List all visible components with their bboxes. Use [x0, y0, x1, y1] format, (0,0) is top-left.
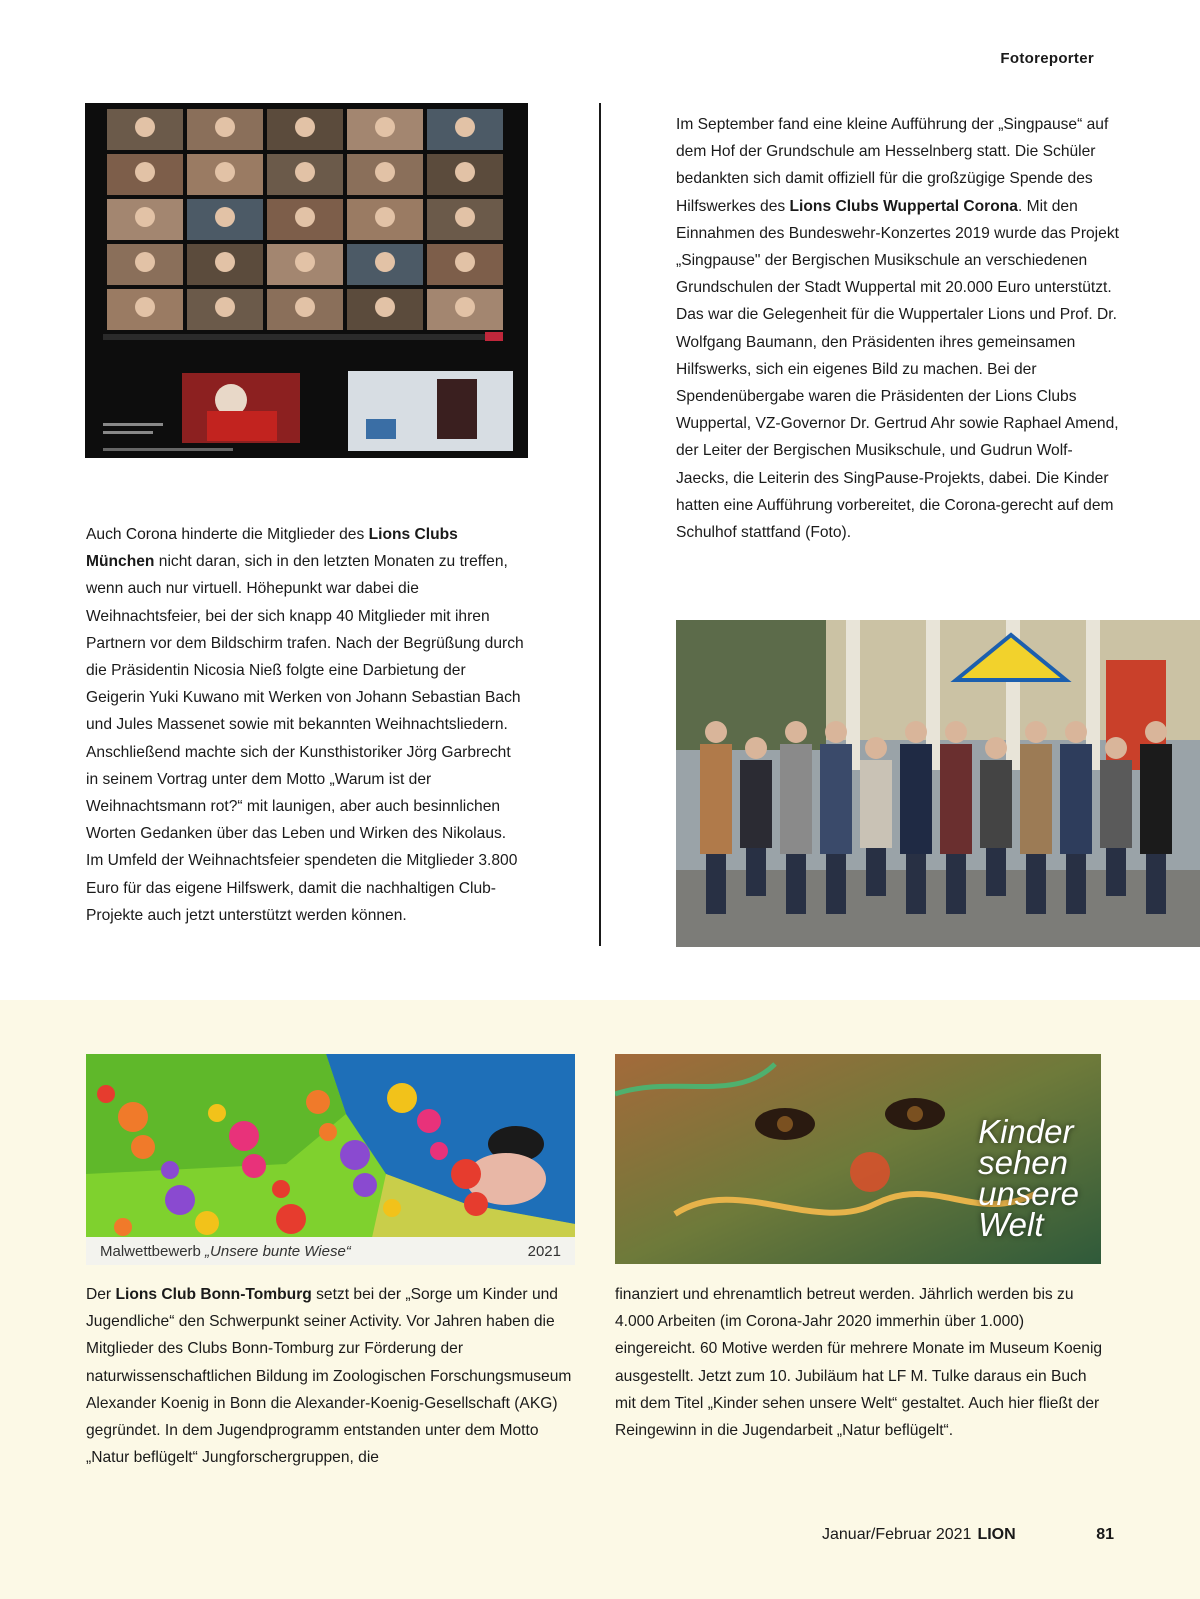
painting-caption-title: „Unsere bunte Wiese“ — [205, 1242, 351, 1260]
bonn-body: setzt bei der „Sorge um Kinder und Jugendliche“ den Schwerpunkt seiner Activity. Vor Jahren haben die Mitglieder des Clubs Bonn-Tomburg zur Förderung der naturwissenschaftlichen Bildung im Zoologischen Forschungsmuseum Alexander Koenig in Bonn die Alexander-Koenig-Gesellschaft (AKG) gegründet. In dem Jugendprogramm entstanden unter dem Motto „Natur beflügelt“ Jungforschergruppen, die — [86, 1286, 572, 1467]
footer-issue-date: Januar/Februar 2021 — [822, 1526, 972, 1543]
section-label: Fotoreporter — [1000, 50, 1094, 67]
bonn-club-name: Lions Club Bonn-Tomburg — [115, 1286, 312, 1303]
footer-issue — [822, 1526, 1016, 1544]
painting-caption-year: 2021 — [527, 1242, 561, 1260]
wuppertal-article — [676, 111, 1122, 546]
book-title-line-4: Welt — [978, 1206, 1044, 1243]
school-yard-photo — [676, 620, 1200, 947]
wuppertal-body: . Mit den Einnahmen des Bundeswehr-Konzertes 2019 wurde das Projekt „Singpause" der Bergischen Musikschule an verschiedenen Grundschulen der Stadt Wuppertal mit 20.000 Euro unterstützt. Das war die Gelegenheit für die Wuppertaler Lions und Prof. Dr. Wolfgang Baumann, den Präsidenten ihres gemeinsamen Hilfswerks, sich ein eigenes Bild zu machen. Bei der Spendenübergabe waren die Präsidenten der Lions Clubs Wuppertal, VZ-Governor Dr. Gertrud Ahr sowie Raphael Amend, der Leiter der Bergischen Musikschule, und Gudrun Wolf-Jaecks, die Leiterin des SingPause-Projekts, dabei. Die Kinder hatten eine Aufführung vorbereitet, die Corona-gerecht auf dem Schulhof stattfand (Foto). — [676, 197, 1119, 542]
painting-caption — [86, 1237, 575, 1265]
meadow-painting-image — [86, 1054, 575, 1265]
munich-intro: Auch Corona hinderte die Mitglieder des — [86, 526, 369, 543]
group-photo-scene — [676, 620, 1200, 947]
bonn-article-continued: finanziert und ehrenamtlich betreut werden. Jährlich werden bis zu 4.000 Arbeiten (im Corona-Jahr 2020 immerhin über 1.000) eingereicht. 60 Motive werden für mehrere Monate im Museum Koenig ausgestellt. Jetzt zum 10. Jubiläum hat LF M. Tulke daraus ein Buch mit dem Titel „Kinder sehen unsere Welt“ gestaltet. Auch hier fließt der Reingewinn in die Jugendarbeit „Natur beflügelt“. — [615, 1286, 1103, 1440]
page-number: 81 — [1096, 1526, 1114, 1543]
book-title-line-3: unsere — [978, 1175, 1079, 1212]
bonn-article — [86, 1281, 582, 1471]
book-cover-title — [978, 1113, 1079, 1243]
video-conference-photo — [85, 103, 528, 458]
munich-article — [86, 521, 526, 929]
munich-club-name: Lions Clubs München — [86, 526, 458, 571]
column-divider — [599, 103, 601, 946]
meadow-painting — [86, 1054, 575, 1265]
painting-caption-prefix: Malwettbewerb — [100, 1242, 206, 1260]
book-cover-image — [615, 1054, 1101, 1264]
munich-body: nicht daran, sich in den letzten Monaten zu treffen, wenn auch nur virtuell. Höhepunkt war dabei die Weihnachtsfeier, bei der sich knapp 40 Mitglieder mit ihren Partnern vor dem Bildschirm trafen. Nach der Begrüßung durch die Präsidentin Nicosia Nieß folgte eine Darbietung der Geigerin Yuki Kuwano mit Werken von Johann Sebastian Bach und Jules Massenet sowie mit bekannten Weihnachtsliedern. Anschließend machte sich der Kunsthistoriker Jörg Garbrecht in seinem Vortrag unter dem Motto „Warum ist der Weihnachtsmann rot?“ mit launigen, aber auch besinnlichen Worten Gedanken über das Leben und Wirken des Nikolaus. Im Umfeld der Weihnachtsfeier spendeten die Mitglieder 3.800 Euro für das eigene Hilfswerk, damit die nachhaltigen Club-Projekte auch jetzt unterstützt werden können. — [86, 553, 524, 924]
wuppertal-intro: Im September fand eine kleine Aufführung der „Singpause“ auf dem Hof der Grundschule am Hesselnberg statt. Die Schüler bedankten sich damit offiziell für die großzügige Spende des Hilfswerkes des — [676, 116, 1109, 215]
book-title-line-2: sehen — [978, 1144, 1069, 1181]
wuppertal-club-name: Lions Clubs Wuppertal Corona — [789, 197, 1018, 215]
book-title-line-1: Kinder — [978, 1113, 1074, 1150]
bonn-intro: Der — [86, 1286, 116, 1303]
footer-magazine: LION — [977, 1526, 1016, 1543]
video-conference-screenshot — [85, 103, 528, 458]
